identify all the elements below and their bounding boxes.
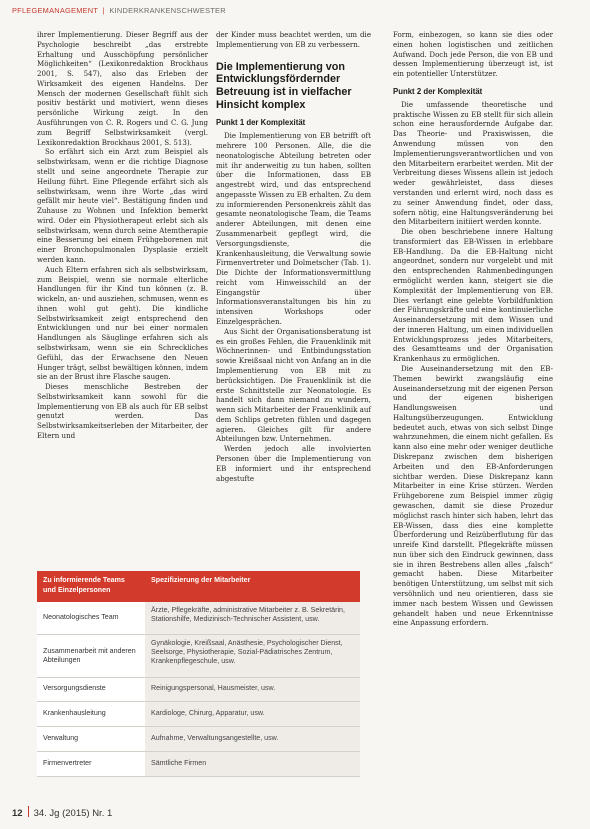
table-row (37, 635, 360, 678)
header-section: PFLEGEMANAGEMENT (12, 6, 98, 15)
table-row (37, 702, 360, 727)
table-cell-team: Verwaltung (37, 727, 145, 751)
header-subtitle: KINDERKRANKENSCHWESTER (109, 6, 226, 15)
table-row (37, 602, 360, 635)
page-number: 12 (12, 808, 23, 819)
section-heading: Punkt 2 der Komplexität (393, 86, 483, 96)
table-cell-details: Gynäkologie, Kreißsaal, Anästhesie, Psychologischer Dienst, Seelsorge, Physiotherapie, Sozial-Pädiatrisches Zentrum, Krankenpflegeschule, usw. (145, 635, 360, 677)
table-cell-team: Firmenvertreter (37, 752, 145, 776)
issue-info: 34. Jg (2015) Nr. 1 (33, 808, 113, 819)
article-subheading: Die Implementierung von Entwicklungsfördernder Betreuung ist in vielfacher Hinsicht komplex (216, 60, 352, 112)
table-cell-team: Zusammenarbeit mit anderen Abteilungen (37, 635, 145, 677)
table-cell-details: Kardiologe, Chirurg, Apparatur, usw. (145, 702, 360, 726)
table-cell-details: Reinigungspersonal, Hausmeister, usw. (145, 678, 360, 701)
info-table (37, 571, 360, 777)
col1-paragraph: So erfährt sich ein Arzt zum Beispiel als selbstwirksam, wenn er die richtige Diagnose stellt und seine angeordnete Therapie zur Heilung führt. Eine Pflegende erfährt sich als selbstwirksam, wenn ihre Worte „das wird gefällt mir heute viel“. Bestätigung finden und Zuhause zu Wohnen und Infektion bemerkt wird. Oder ein Physiotherapeut erlebt sich als selbstwirksam, wenn durch seine Atemtherapie eine Besserung bei einem Frühgeborenen mit einer Bronchopulmonalen Dysplasie erzielt werden kann. (37, 147, 208, 264)
table-cell-details: Sämtliche Firmen (145, 752, 360, 776)
table-cell-team: Neonatologisches Team (37, 602, 145, 634)
table-cell-team: Krankenhausleitung (37, 702, 145, 726)
col3-paragraph: Die oben beschriebene innere Haltung transformiert das EB-Wissen in erlebbare EB-Handlung. Da die EB-Haltung nicht angeordnet, sondern nur vorgelebt und mit den entsprechenden Rahmenbedingungen ermöglicht werden kann, steigert sie die Komplexität der Implementierung von EB. Dies verlangt eine gelebte Vorbildfunktion der Führungskräfte und eine kontinuierliche Auseinandersetzung mit dem Wissen und der inneren Haltung, um einen individuellen Entwicklungsprozess jedes Mitarbeiters, des Gesamtteams und der Organisation Krankenhaus zu ermöglichen. (393, 227, 553, 364)
section-heading: Punkt 1 der Komplexität (216, 118, 306, 128)
table-cell-details: Ärzte, Pflegekräfte, administrative Mitarbeiter z. B. Sekretärin, Stationshilfe, Medizinisch-Technischer Assistent, usw. (145, 602, 360, 634)
column-1 (37, 30, 208, 441)
table-header-cell: Zu informierende Teams und Einzelpersonen (43, 576, 125, 594)
col3-paragraph: Die umfassende theoretische und praktische Wissen zu EB stellt für sich allein schon eine herausfordernde Aufgabe dar. Das Theorie- und Praxiswissen, die Anwendung müssen von den Implementierungsverantwortlichen und von den Mitarbeitern erarbeitet werden. Mit der Verbreitung dieses Wissens allein ist jedoch weder gewährleistet, dass dieses verstanden und erlernt wird, noch dass es zu seiner Anwendung findet, oder dass, sofern nötig, eine Haltungsveränderung bei den Mitarbeitern initiiert werden konnte. (393, 99, 553, 227)
table-row (37, 678, 360, 702)
table-cell-team: Versorgungsdienste (37, 678, 145, 701)
col2-paragraph: Aus Sicht der Organisationsberatung ist es ein großes Fehlen, die Frauenklinik mit Wöchnerinnen- und Entbindungsstation sowie Kreißsaal nicht von Anfang an in die Implementierung von EB mit zu berücksichtigen. Die Frauenklinik ist die erste Schnittstelle zur Neonatologie. Es handelt sich dann niemand zu wundern, wenn sich Mitarbeiter der Frauenklinik auf dem Schlips getreten fühlen und dagegen agieren. Gleiches gilt für andere Abteilungen bzw. Unternehmen. (216, 326, 371, 444)
col2-paragraph: Die Implementierung von EB betrifft oft mehrere 100 Personen. Alle, die die neonatologische Abteilung betreten oder mit ihr anderweitig zu tun haben, sollten über die Informationen, dass EB angestrebt wird, und das entsprechend angepasste Wissen zu EB erhalten. Zu dem zu informierenden Personenkreis zählt das gesamte neonatologische Team, die Teams anderer Abteilungen, mit denen eine Zusammenarbeit gepflegt wird, die Versorgungsdienste, die Krankenhausleitung, die Verwaltung sowie Firmenvertreter und Dolmetscher (Tab. 1). Die Dichte der Informationsvermittlung reicht vom Hinweisschild an der Eingangstür über Informationsveranstaltungen bis hin zu intensiven Workshops oder Einzelgesprächen. (216, 131, 371, 327)
col3-intro: Form, einbezogen, so kann sie dies oder einen hohen logistischen und zeitlichen Aufwand. Doch jede Person, die von EB und dessen Implementierung überzeugt ist, ist ein potentieller Unterstützer. (393, 30, 553, 79)
table-row (37, 727, 360, 752)
table-header (37, 571, 360, 602)
column-3 (393, 30, 553, 628)
col2-paragraph: Werden jedoch alle involvierten Personen über die Implementierung von EB informiert und ihr entsprechend abgestufte (216, 444, 371, 483)
table-row (37, 752, 360, 777)
table-cell-details: Aufnahme, Verwaltungsangestellte, usw. (145, 727, 360, 751)
table-header-cell: Spezifizierung der Mitarbeiter (151, 576, 251, 584)
col1-paragraph: Auch Eltern erfahren sich als selbstwirksam, zum Beispiel, wenn sie normale elterliche Handlungen für ihr Kind tun können (z. B. wickeln, an- und ausziehen, schmusen, wenn es ihnen wohl gut geht). Die kindliche Selbstwirksamkeit zeigt entsprechend den Entwicklungen und nur bei einer normalen Handlungen als Säuglinge erfahren sich als selbstwirksam, wenn sie ein Schreckliches Gefühl, das der Erwachsene den Neuen Hunger trägt, selbst bewältigen können, indem sie an der Brust ihre Flasche saugen. (37, 264, 208, 382)
col3-paragraph: Die Auseinandersetzung mit den EB-Themen bewirkt zwangsläufig eine Auseinandersetzung mit der eigenen Person und der eigenen bisherigen Handlungsweisen und Haltungsüberzeugungen. Entwicklung bedeutet auch, etwas von sich selbst Dinge wahrzunehmen, die einem nicht gefallen. Es kann also eine mehr oder weniger deutliche Diskrepanz zwischen dem bisherigen Arbeiten und den EB-Anforderungen sichtbar werden. Diese Diskrepanz kann Mitarbeiter in eine Krise stürzen. Werden Frühgeborene zum Beispiel immer zügig gewaschen, damit sie diese Prozedur möglichst rasch hinter sich haben, lehrt das EB-Wissen, dass dies eine komplette Überforderung und Reizüberflutung für das unreife Kind darstellt. Pflegekräfte müssen nun über sich den Eindruck gewinnen, dass sie in ihren Bestrebens allen alles „falsch“ gemacht haben. Diese Mitarbeiter benötigen Unterstützung, um selbst mit sich versöhnlich und neu orientieren, dass sie immer nach bestem Wissen und Gewissen gehandelt haben und neue Erkenntnisse eine Anpassung erfordern. (393, 364, 553, 628)
page-header (12, 6, 226, 15)
col1-paragraph: ihrer Implementierung. Dieser Begriff aus der Psychologie beschreibt „das erstrebte Erhaltung und Ausschöpfung persönlicher Möglichkeiten“ (Lexikonredaktion Brockhaus 2001, S. 547), also das Erleben der Wirksamkeit des eigenen Handelns. Der Mensch der modernen Gesellschaft fühlt sich positiv bestärkt und motiviert, wenn dieses persönliche Wirkung zeigt. In den Ausführungen von C. R. Rogers und C. G. Jung zum Begriff Selbstwirksamkeit (vergl. Lexikonredaktion Brockhaus 2001, S. 513). (37, 30, 208, 147)
column-2 (216, 30, 371, 483)
footer-divider (28, 806, 29, 817)
page-footer (12, 806, 112, 819)
header-separator: | (100, 6, 108, 15)
col1-paragraph: Dieses menschliche Bestreben der Selbstwirksamkeit kann sowohl für die Implementierung von EB als auch für EB selbst genutzt werden. Das Selbstwirksamkeitserleben der Mitarbeiter, der Eltern und (37, 382, 208, 441)
col2-intro: der Kinder muss beachtet werden, um die Implementierung von EB zu verbessern. (216, 30, 371, 49)
